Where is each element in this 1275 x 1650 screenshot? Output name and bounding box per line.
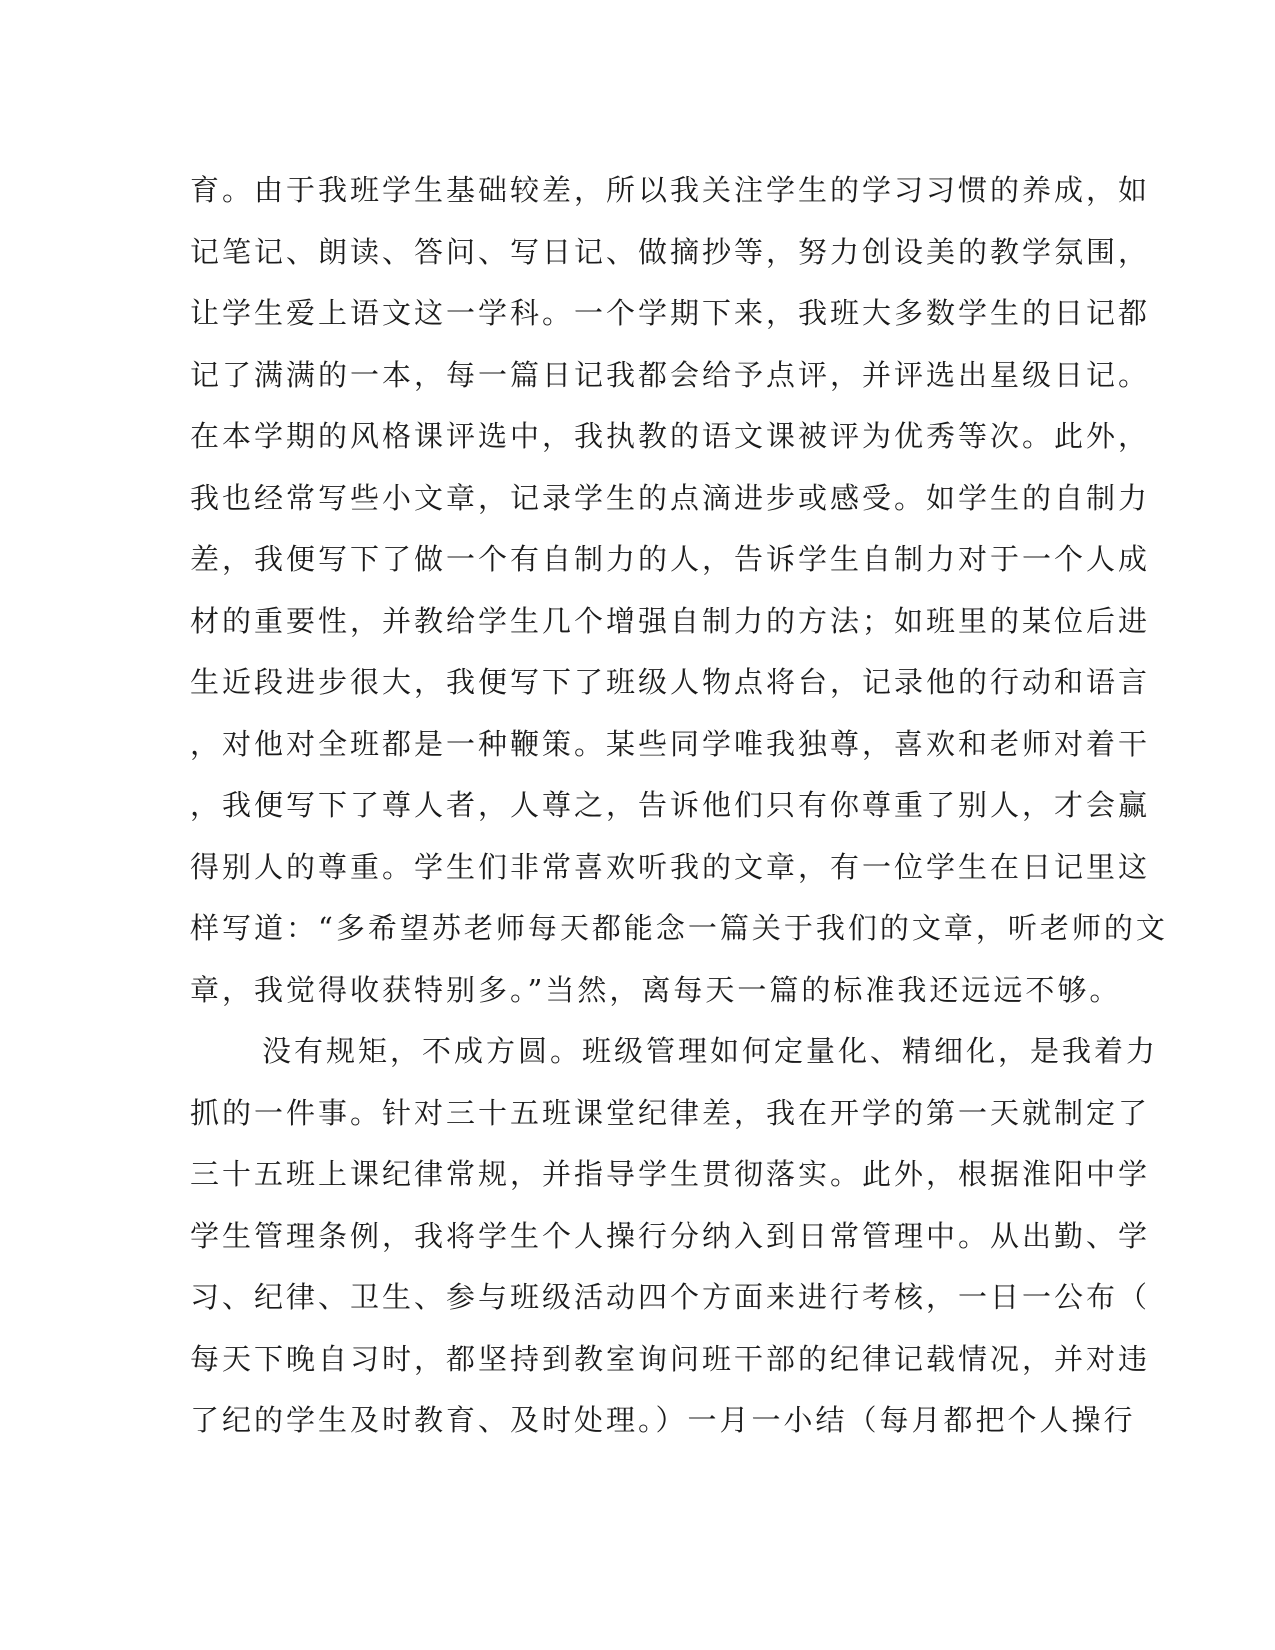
text-line: 生近段进步很大，我便写下了班级人物点将台，记录他的行动和语言 [190,665,1151,699]
paragraph-first-line: 没有规矩，不成方圆。班级管理如何定量化、精细化，是我着力 [262,1034,1159,1068]
document-body [190,160,1168,1452]
text-line: 记笔记、朗读、答问、写日记、做摘抄等，努力创设美的教学氛围， [190,234,1151,269]
text-line: 在本学期的风格课评选中，我执教的语文课被评为优秀等次。此外， [190,419,1151,453]
text-line: 学生管理条例，我将学生个人操行分纳入到日常管理中。从出勤、学 [190,1218,1151,1253]
text-line: ，对他对全班都是一种鞭策。某些同学唯我独尊，喜欢和老师对着干 [190,726,1151,761]
text-line: 差，我便写下了做一个有自制力的人，告诉学生自制力对于一个人成 [190,542,1151,576]
text-line: ，我便写下了尊人者，人尊之，告诉他们只有你尊重了别人，才会赢 [190,788,1151,822]
text-line: 记了满满的一本，每一篇日记我都会给予点评，并评选出星级日记。 [190,357,1151,392]
text-line: 育。由于我班学生基础较差，所以我关注学生的学习习惯的养成，如 [190,173,1151,207]
text-line: 三十五班上课纪律常规，并指导学生贯彻落实。此外，根据淮阳中学 [190,1157,1151,1191]
text-line: 材的重要性，并教给学生几个增强自制力的方法；如班里的某位后进 [190,603,1151,638]
text-line: 让学生爱上语文这一学科。一个学期下来，我班大多数学生的日记都 [190,296,1151,330]
text-line: 了纪的学生及时教育、及时处理。）一月一小结（每月都把个人操行 [190,1403,1136,1437]
text-line: 得别人的尊重。学生们非常喜欢听我的文章，有一位学生在日记里这 [190,849,1151,884]
text-line: 我也经常写些小文章，记录学生的点滴进步或感受。如学生的自制力 [190,480,1151,515]
text-line: 习、纪律、卫生、参与班级活动四个方面来进行考核，一日一公布（ [190,1280,1151,1314]
text-line: 章，我觉得收获特别多。”当然，离每天一篇的标准我还远远不够。 [190,972,1122,1007]
text-line: 抓的一件事。针对三十五班课堂纪律差，我在开学的第一天就制定了 [190,1095,1151,1130]
text-line: 样写道：“多希望苏老师每天都能念一篇关于我们的文章，听老师的文 [190,911,1168,945]
text-line: 每天下晚自习时，都坚持到教室询问班干部的纪律记载情况，并对违 [190,1341,1151,1376]
